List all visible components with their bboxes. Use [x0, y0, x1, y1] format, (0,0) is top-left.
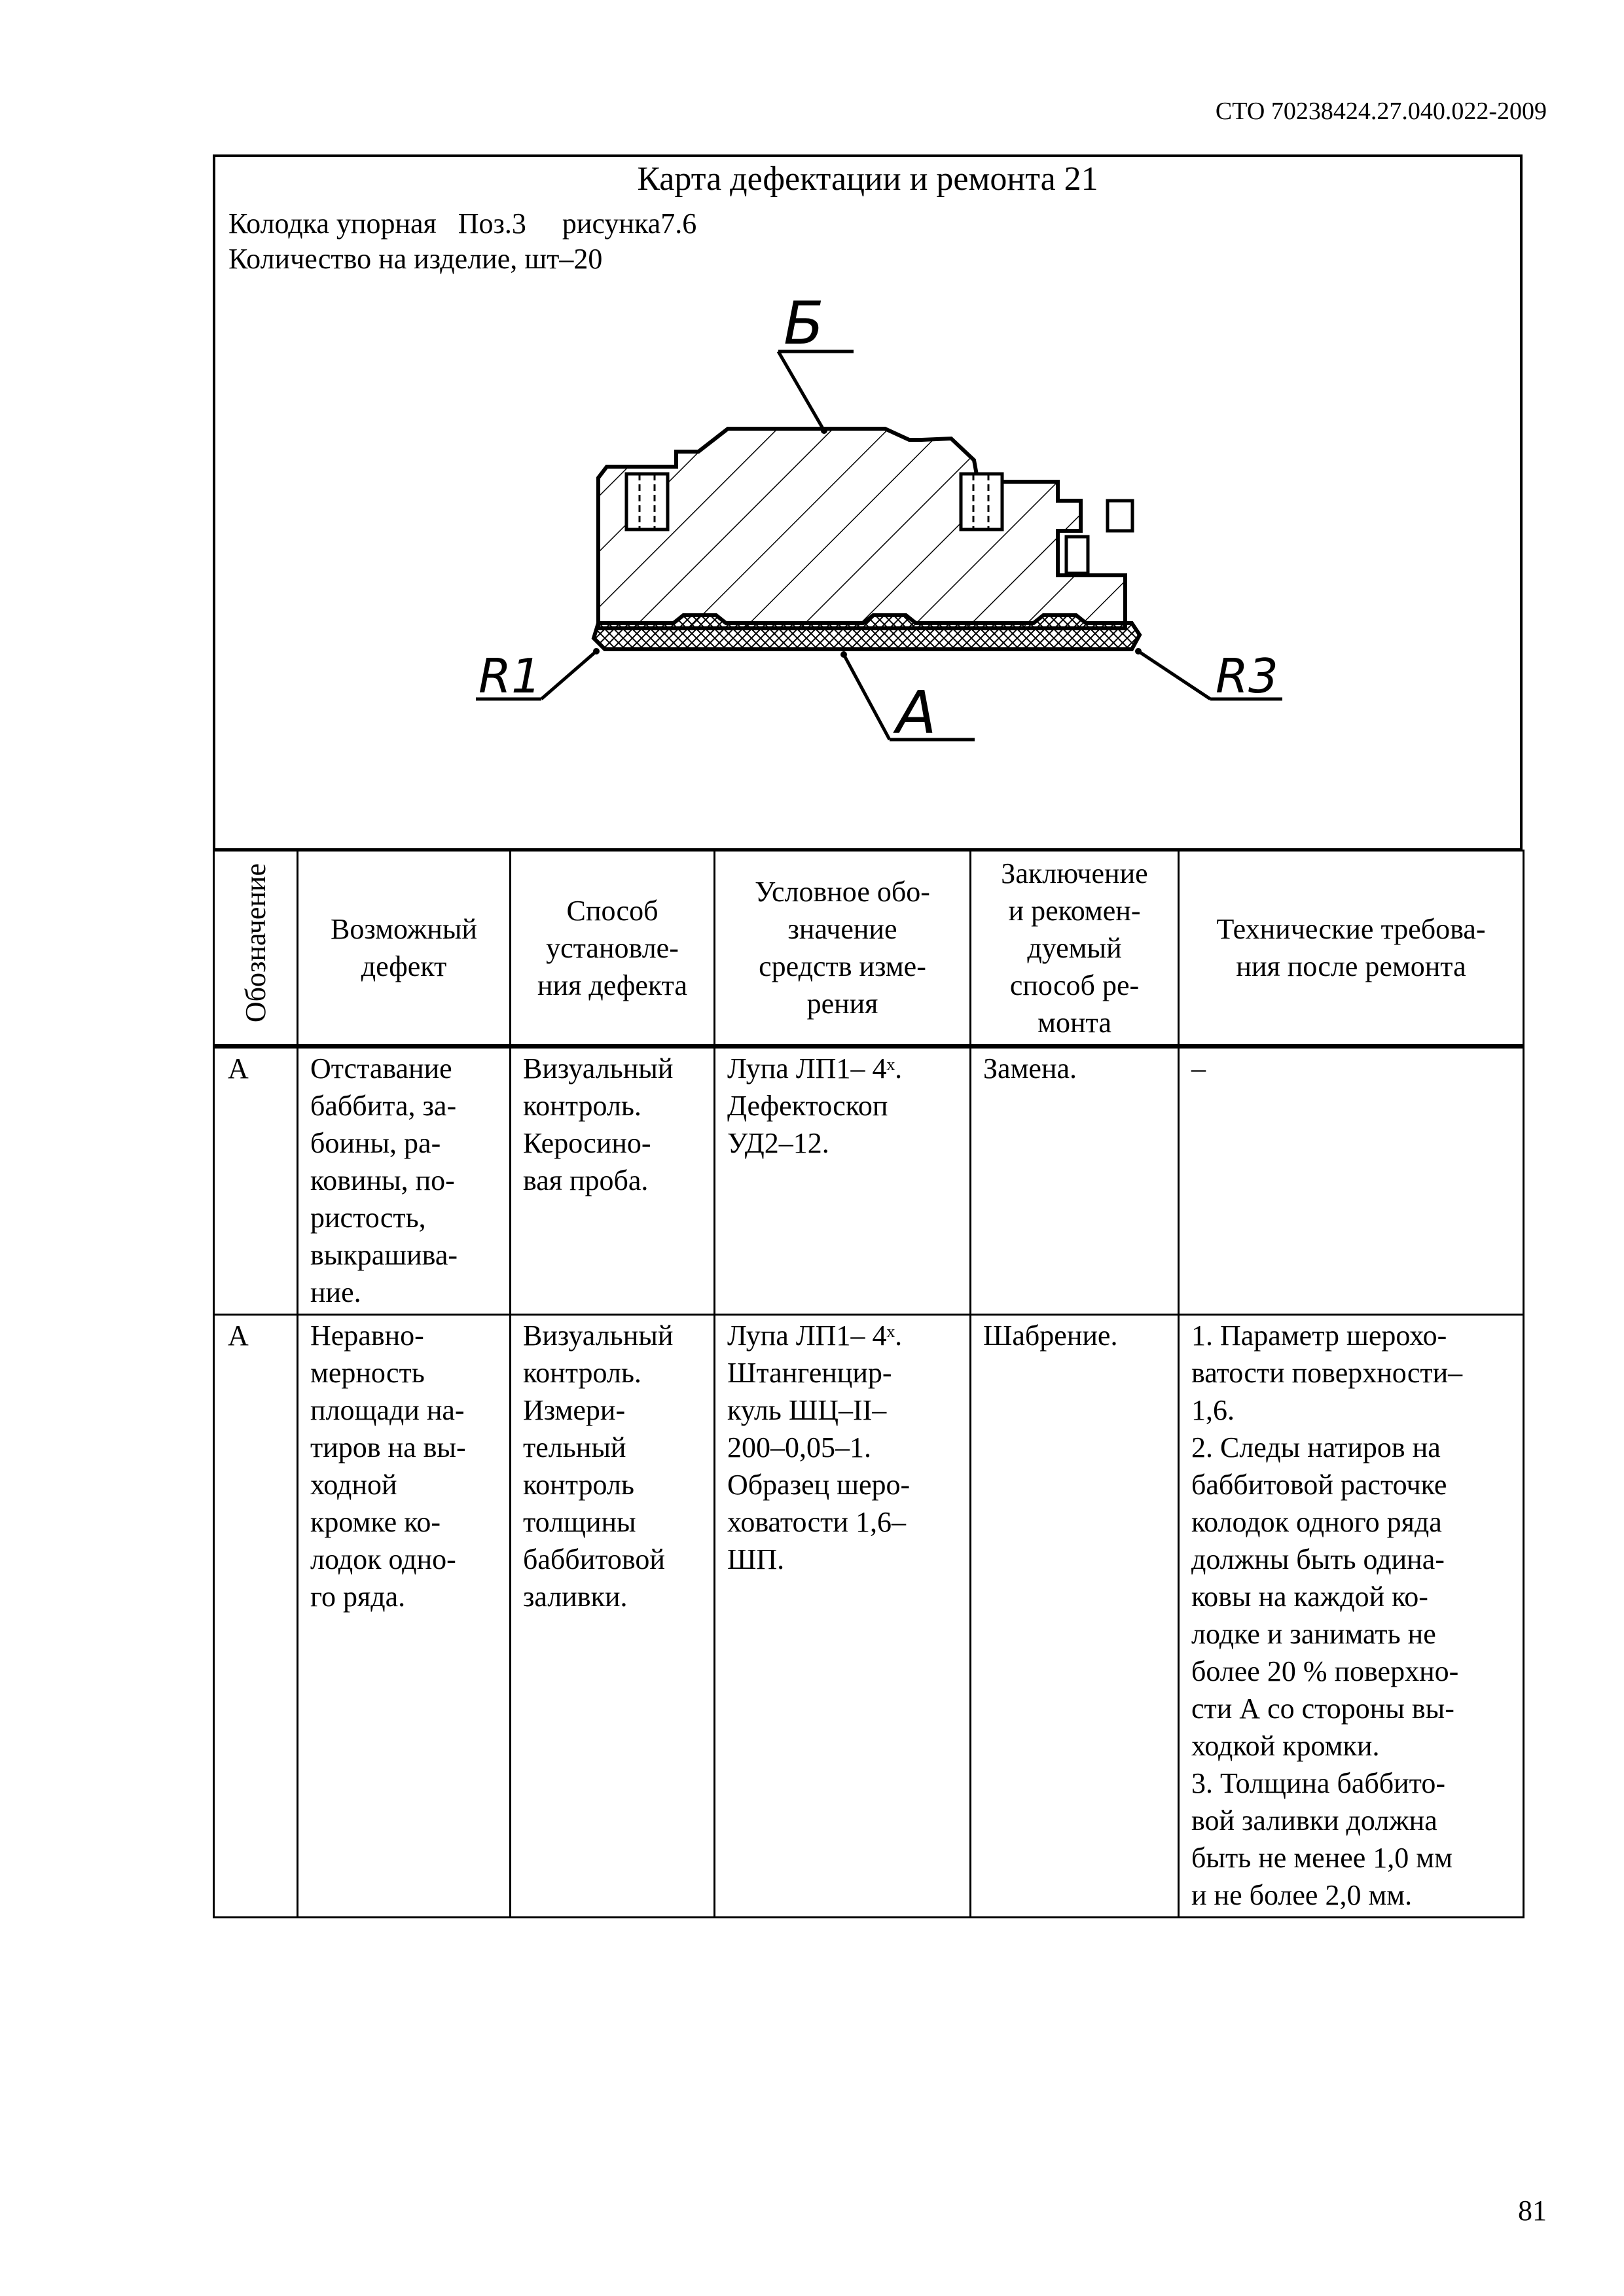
table-row [214, 1047, 1524, 1315]
cell-method: Визуальный контроль. Измери- тельный контроль толщины баббитовой заливки. [511, 1315, 715, 1918]
card-title: Карта дефектации и ремонта 21 [637, 160, 1098, 198]
document-code: СТО 70238424.27.040.022-2009 [1215, 98, 1547, 125]
defect-table [213, 850, 1525, 1918]
babbitt-layer [594, 615, 1140, 649]
cell-conclusion: Замена. [971, 1047, 1179, 1315]
page-number: 81 [1518, 2195, 1547, 2227]
cell-conclusion: Шабрение. [971, 1315, 1179, 1918]
header-defect: Возможный дефект [298, 851, 511, 1047]
threaded-hole-right [961, 474, 1002, 529]
cell-requirements: 1. Параметр шерохо- ватости поверхности– 1,6. 2. Следы натиров на баббитовой расточке колодок одного ряда должны быть одина- ковы на каждой ко- лодке и занимать не более 20 % поверхно- сти А со стороны вы- ходкой кромки. 3. Толщина баббито- вой заливки должна быть не менее 1,0 мм и не более 2,0 мм. [1179, 1315, 1524, 1918]
cell-tools: Лупа ЛП1– 4ˣ. Дефектоскоп УД2–12. [715, 1047, 971, 1315]
header-requirements: Технические требова- ния после ремонта [1179, 851, 1524, 1047]
table-header-row [214, 851, 1524, 1047]
cell-requirements: – [1179, 1047, 1524, 1315]
label-r3: R3 [1216, 649, 1278, 704]
header-conclusion: Заключение и рекомен- дуемый способ ре- монта [971, 851, 1179, 1047]
quantity-line: Количество на изделие, шт–20 [228, 243, 603, 275]
defect-card-frame [213, 154, 1523, 851]
pad-body-section [598, 429, 1125, 628]
cell-tools: Лупа ЛП1– 4ˣ. Штангенцир- куль ШЦ–II– 200–0,05–1. Образец шеро- ховатости 1,6– ШП. [715, 1315, 971, 1918]
thrust-pad-drawing [215, 157, 1520, 848]
label-r1: R1 [478, 649, 541, 704]
threaded-hole-left [626, 474, 668, 529]
part-line: Колодка упорная Поз.3 рисунка7.6 [228, 207, 697, 240]
header-designation: Обозначение [214, 851, 298, 1047]
cell-method: Визуальный контроль. Керосино- вая проба. [511, 1047, 715, 1315]
label-b: Б [784, 289, 824, 358]
cell-defect: Отставание баббита, за- боины, ра- ковины, по- ристость, выкрашива- ние. [298, 1047, 511, 1315]
cell-designation: А [214, 1315, 298, 1918]
header-method: Способ установле- ния дефекта [511, 851, 715, 1047]
cell-defect: Неравно- мерность площади на- тиров на вы- ходной кромке ко- лодок одно- го ряда. [298, 1315, 511, 1918]
table-row [214, 1315, 1524, 1918]
label-a: А [896, 679, 937, 747]
header-tools: Условное обо- значение средств изме- рения [715, 851, 971, 1047]
cell-designation: А [214, 1047, 298, 1315]
